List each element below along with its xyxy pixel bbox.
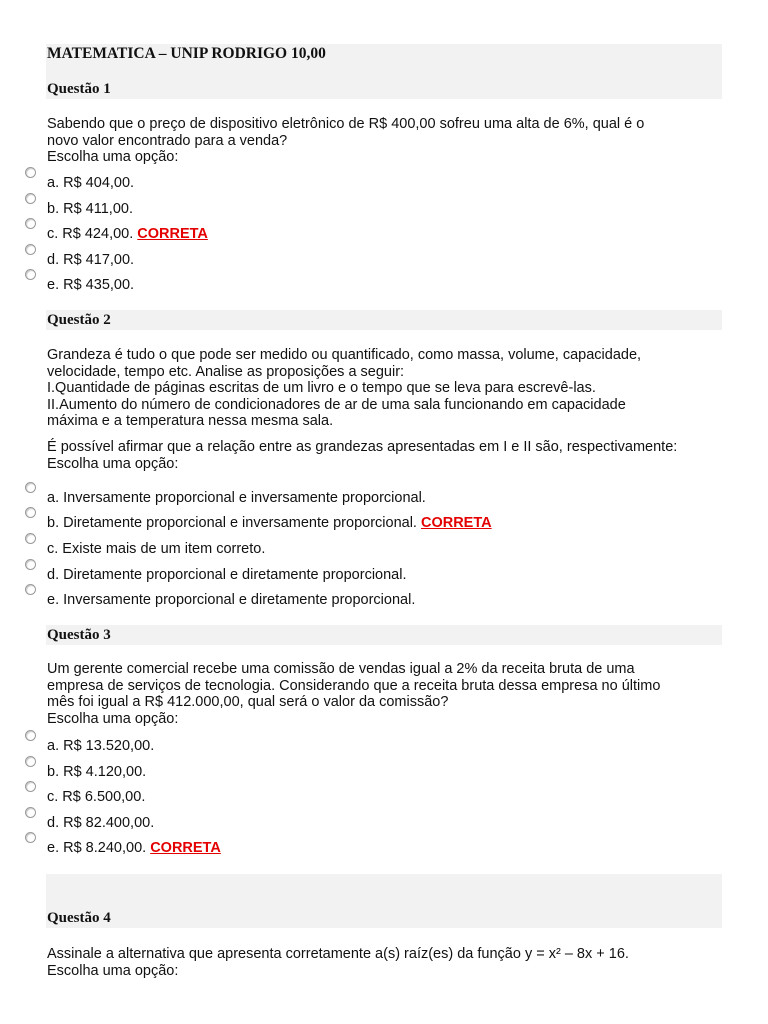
question-2-statement [47,347,727,472]
radio-button[interactable] [25,559,36,570]
question-4-statement [47,946,727,979]
radio-button[interactable] [25,482,36,493]
option-text: d. R$ 417,00. [47,252,135,268]
question-2-band [46,310,722,330]
option-text: e. R$ 8.240,00. [47,840,151,856]
question-1-statement [47,116,727,166]
question-3-statement [47,661,727,727]
statement-line: É possível afirmar que a relação entre as grandezas apresentadas em I e II são, respectivamente: [47,438,678,455]
option-text: c. Existe mais de um item correto. [47,541,266,557]
option-q1-a[interactable] [0,175,768,195]
option-text-wrap [47,515,492,531]
statement-line: máxima e a temperatura nessa mesma sala. [47,413,334,430]
correct-answer-badge: CORRETA [150,840,221,856]
option-text-wrap [47,840,221,856]
radio-button[interactable] [25,584,36,595]
option-text: b. R$ 411,00. [47,201,133,217]
choose-option-label: Escolha uma opção: [47,149,179,166]
question-3-heading: Questão 3 [47,627,111,643]
question-1-heading: Questão 1 [47,81,111,97]
option-q2-d[interactable] [0,567,768,587]
option-text: a. Inversamente proporcional e inversamente proporcional. [47,490,426,506]
option-q2-e[interactable] [0,592,768,612]
option-text: c. R$ 424,00. [47,226,138,242]
statement-line: novo valor encontrado para a venda? [47,132,288,149]
correct-answer-badge: CORRETA [137,226,208,242]
option-q1-d[interactable] [0,252,768,272]
option-text: d. Diretamente proporcional e diretamente proporcional. [47,567,407,583]
option-q1-c[interactable] [0,226,768,246]
statement-line: velocidade, tempo etc. Analise as proposições a seguir: [47,363,405,380]
option-text: a. R$ 13.520,00. [47,738,155,754]
option-q3-b[interactable] [0,764,768,784]
choose-option-label: Escolha uma opção: [47,710,179,727]
question-2-heading: Questão 2 [47,312,111,328]
option-q3-a[interactable] [0,738,768,758]
paragraph-gap [47,430,727,439]
option-text: b. Diretamente proporcional e inversamente proporcional. [47,515,421,531]
option-q3-d[interactable] [0,815,768,835]
radio-button[interactable] [25,807,36,818]
statement-line: II.Aumento do número de condicionadores de ar de uma sala funcionando em capacidade [47,396,626,413]
radio-button[interactable] [25,533,36,544]
radio-button[interactable] [25,167,36,178]
question-4-band [46,874,722,928]
option-text: e. Inversamente proporcional e diretamente proporcional. [47,592,416,608]
question-4-heading: Questão 4 [47,910,111,926]
choose-option-label: Escolha uma opção: [47,962,179,979]
statement-line: Assinale a alternativa que apresenta corretamente a(s) raíz(es) da função y = x² – 8x + 16. [47,946,629,962]
statement-line: I.Quantidade de páginas escritas de um livro e o tempo que se leva para escrevê-las. [47,380,596,397]
radio-button[interactable] [25,832,36,843]
radio-button[interactable] [25,756,36,767]
radio-button[interactable] [25,730,36,741]
radio-button[interactable] [25,193,36,204]
option-q2-b[interactable] [0,515,768,535]
option-text: b. R$ 4.120,00. [47,764,147,780]
statement-line: empresa de serviços de tecnologia. Considerando que a receita bruta dessa empresa no último [47,677,661,694]
statement-line: Sabendo que o preço de dispositivo eletrônico de R$ 400,00 sofreu uma alta de 6%, qual é o [47,116,645,132]
statement-line: Grandeza é tudo o que pode ser medido ou quantificado, como massa, volume, capacidade, [47,347,642,363]
option-q3-c[interactable] [0,789,768,809]
option-q1-e[interactable] [0,277,768,297]
option-text: d. R$ 82.400,00. [47,815,155,831]
option-text: c. R$ 6.500,00. [47,789,146,805]
option-q3-e[interactable] [0,840,768,860]
radio-button[interactable] [25,781,36,792]
statement-line: Um gerente comercial recebe uma comissão de vendas igual a 2% da receita bruta de uma [47,661,635,677]
radio-button[interactable] [25,269,36,280]
option-q2-a[interactable] [0,490,768,510]
radio-button[interactable] [25,507,36,518]
question-3-band [46,625,722,645]
choose-option-label: Escolha uma opção: [47,455,179,472]
option-text: e. R$ 435,00. [47,277,135,293]
option-text-wrap [47,226,208,242]
document-title: MATEMATICA – UNIP RODRIGO 10,00 [47,45,326,62]
radio-button[interactable] [25,218,36,229]
option-text: a. R$ 404,00. [47,175,135,191]
radio-button[interactable] [25,244,36,255]
correct-answer-badge: CORRETA [420,515,492,531]
option-q2-c[interactable] [0,541,768,561]
statement-line: mês foi igual a R$ 412.000,00, qual será o valor da comissão? [47,694,449,711]
option-q1-b[interactable] [0,201,768,221]
